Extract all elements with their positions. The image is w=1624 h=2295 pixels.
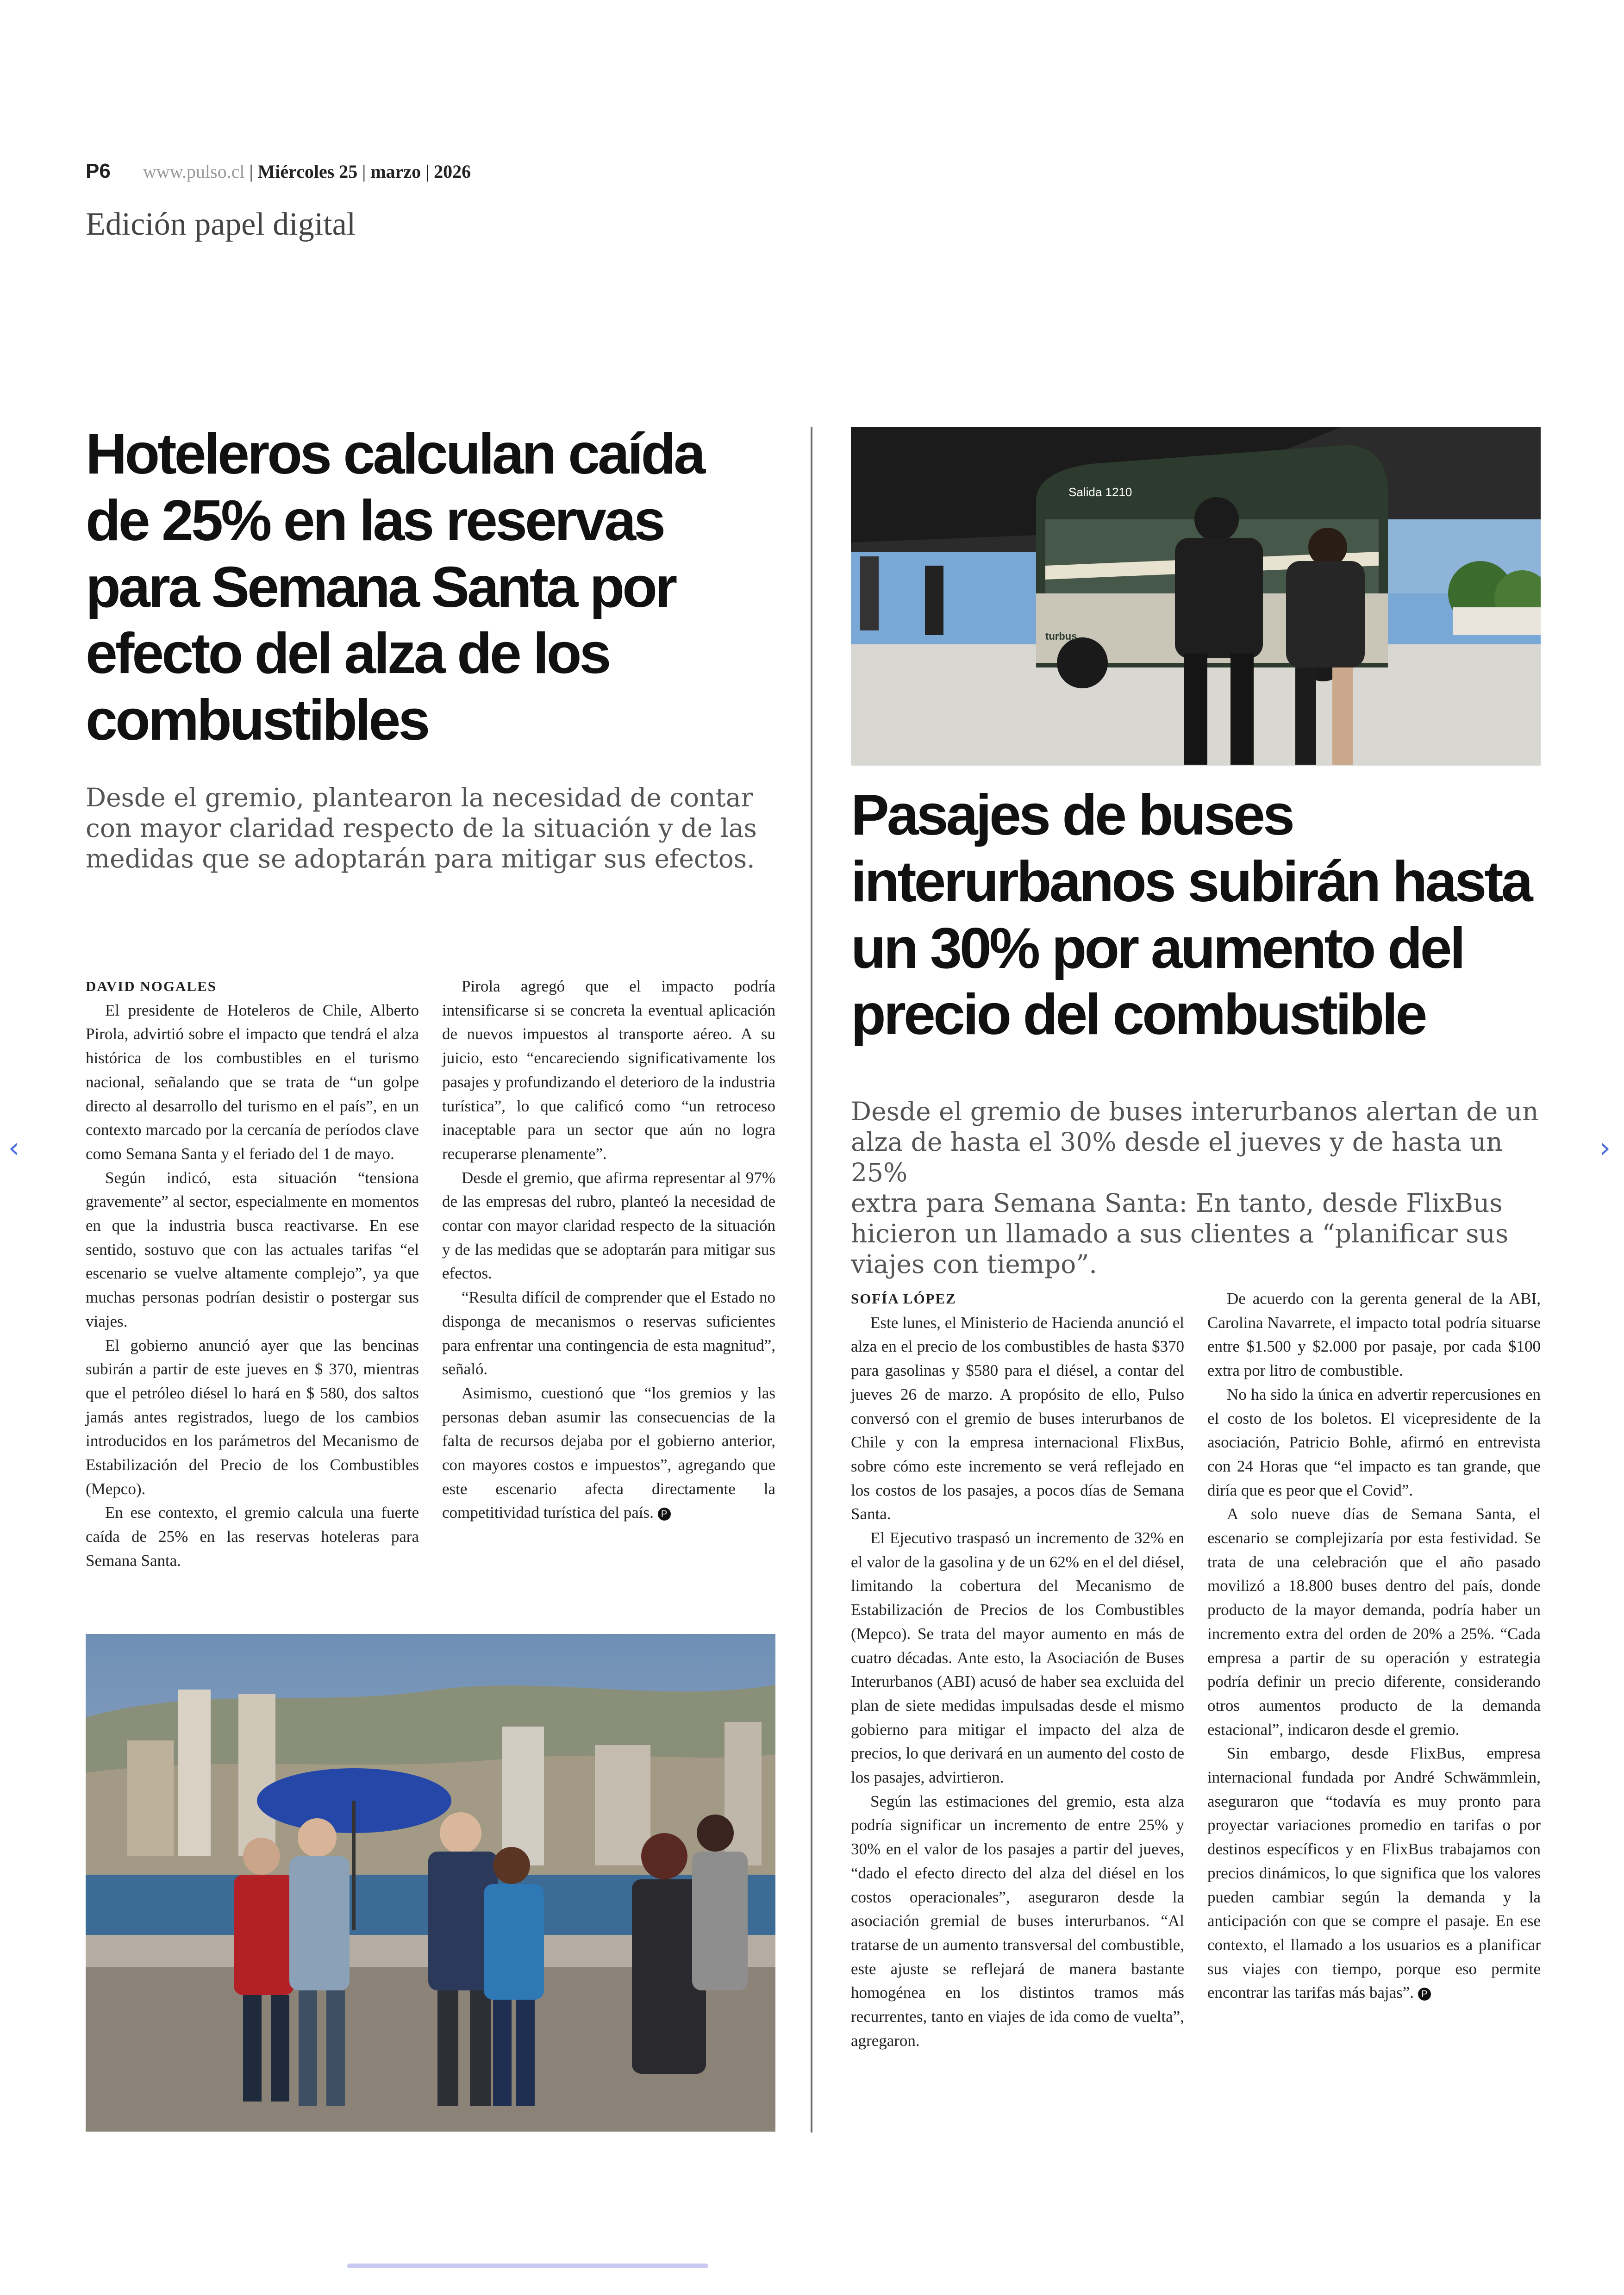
header-year: 2026 (434, 161, 471, 182)
article2-column-2 (1207, 1287, 1541, 2005)
article2-deck: Desde el gremio de buses interurbanos alertan de un alza de hasta el 30% desde el jueves y de hasta un 25% extra para Semana Santa: En tanto, desde FlixBus hicieron un llamado a sus clientes a “planificar sus viajes con tiempo”. (851, 1097, 1539, 1279)
paragraph: Asimismo, cuestionó que “los gremios y las personas deban asumir las consecuencias de la falta de recursos dejaba por el gobierno anterior, con mayores costos e impuestos”, agregando que este escenario afecta directamente la competitividad turística del país. P (442, 1384, 775, 1522)
paragraph: No ha sido la única en advertir repercusiones en el costo de los boletos. El vicepresidente de la asociación, Patricio Bohle, afirmó en entrevista con 24 Horas que “el impacto es tan grande, que diría que es peor que el Covid”. (1207, 1385, 1541, 1499)
article1-photo (86, 1634, 775, 2132)
paragraph: El Ejecutivo traspasó un incremento de 32% en el valor de la gasolina y de un 62% en el del diésel, limitando la cobertura del Mecanismo de Estabilización de Precios de los Combustibles (Mepco). Se trata del mayor aumento en más de cuatro décadas. Ante esto, la Asociación de Buses Interurbanos (ABI) acusó de haber sea excluida del plan de siete medidas impulsadas desde el mismo gobierno para mitigar el impacto del alza de precios, lo que derivará en un aumento del costo de los pasajes, advirtieron. (851, 1529, 1184, 1787)
page-number: P6 (86, 160, 111, 182)
paragraph: Según las estimaciones del gremio, esta alza podría significar un incremento de entre 25% y 30% en el valor de los pasajes a partir del jueves, “dado el efecto directo del alza del diésel en los costos operacionales”, aseguraron desde la asociación gremial de buses interurbanos. “Al tratarse de un aumento transversal del combustible, este ajuste se reflejará de manera bastante homogénea en los distintos tramos más recurrentes, tanto en viajes de ida como de vuelta”, agregaron. (851, 1792, 1184, 2050)
bus-photo-icon (851, 427, 1541, 766)
paragraph: Pirola agregó que el impacto podría intensificarse si se concreta la eventual aplicación de nuevos impuestos al transporte aéreo. A su juicio, esto “encareciendo significativamente los pasajes y profundizando el deterioro de la industria turística”, lo que calificó como “un retroceso inaceptable para un sector que aún no logra recuperarse plenamente”. (442, 977, 775, 1163)
header-month: marzo (370, 161, 421, 182)
article2-column-1 (851, 1287, 1184, 2053)
paragraph: Desde el gremio, que afirma representar al 97% de las empresas del rubro, planteó la necesidad de contar con mayor claridad respecto de la situación y de las medidas que se adoptarán para mitigar sus efectos. (442, 1168, 775, 1283)
paragraph: En ese contexto, el gremio calcula una fuerte caída de 25% en las reservas hoteleras para Semana Santa. (86, 1503, 419, 1570)
paragraph: “Resulta difícil de comprender que el Estado no disponga de mecanismos o reservas suficientes para enfrentar una contingencia de esta magnitud”, señaló. (442, 1288, 775, 1378)
edition-label: Edición papel digital (86, 206, 356, 242)
paragraph: De acuerdo con la gerenta general de la ABI, Carolina Navarrete, el impacto total podría situarse entre $1.500 y $2.000 por pasaje, por cada $100 extra por litro de combustible. (1207, 1290, 1541, 1380)
article1-byline: DAVID NOGALES (86, 978, 217, 994)
bus-brand: turbus (1045, 630, 1077, 642)
article1-headline: Hoteleros calculan caída de 25% en las reservas para Semana Santa por efecto del alza de los combustibles (86, 422, 704, 753)
column-divider (811, 427, 812, 2133)
paragraph: El gobierno anunció ayer que las bencinas subirán a partir de este jueves en $ 370, mientras que el petróleo diésel lo hará en $ 580, dos saltos jamás antes registrados, luego de los cambios introducidos en los parámetros del Mecanismo de Estabilización del Precio de los Combustibles (Mepco). (86, 1336, 419, 1498)
horizontal-scrollbar[interactable] (347, 2264, 708, 2268)
header-day: Miércoles 25 (257, 161, 358, 182)
bus-destination-sign: Salida 1210 (1068, 485, 1132, 499)
end-mark-icon: P (658, 1508, 671, 1521)
end-mark-icon: P (1418, 1988, 1431, 2001)
chevron-left-icon[interactable]: ‹ (8, 1132, 19, 1164)
header-separator: | (425, 161, 430, 182)
article1-column-1 (86, 974, 419, 1573)
paragraph: Sin embargo, desde FlixBus, empresa internacional fundada por André Schwämmlein, aseguraron que “todavía es muy pronto para proyectar variaciones promedio en tarifas o por destinos específicos y en FlixBus trabajamos con precios dinámicos, lo que significa que los valores pueden cambiar según la demanda y la anticipación con que se compre el pasaje. En ese contexto, el llamado a los usuarios es a planificar sus viajes con tiempo, porque eso permite encontrar las tarifas más bajas”. P (1207, 1744, 1541, 2002)
paragraph: Este lunes, el Ministerio de Hacienda anunció el alza en el precio de los combustibles de hasta $370 para gasolinas y $580 para el diésel, a contar del jueves 26 de marzo. A propósito de ello, Pulso conversó con el gremio de buses interurbanos de Chile y con la empresa internacional FlixBus, sobre cómo este incremento se verá reflejado en los costos de los pasajes, a pocos días de Semana Santa. (851, 1313, 1184, 1523)
site-url[interactable]: www.pulso.cl (143, 161, 245, 182)
article1-deck: Desde el gremio, plantearon la necesidad de contar con mayor claridad respecto de la situación y de las medidas que se adoptarán para mitigar sus efectos. (86, 783, 757, 873)
header-separator: | (249, 161, 253, 182)
article2-byline: SOFÍA LÓPEZ (851, 1291, 956, 1307)
paragraph: A solo nueve días de Semana Santa, el escenario se complejizaría por esta festividad. Se trata de una celebración que el año pasado movilizó a 18.800 buses dentro del país, donde producto de la mayor demanda, podría haber un incremento extra del orden de 20% a 25%. “Cada empresa a partir de su operación y estrategia podría definir un precio diferente, considerando otros aumentos producto de la demanda estacional”, indicaron desde el gremio. (1207, 1505, 1541, 1739)
waterfront-photo-icon (86, 1634, 775, 2132)
article2-photo (851, 427, 1541, 766)
paragraph: El presidente de Hoteleros de Chile, Alberto Pirola, advirtió sobre el impacto que tendrá el alza histórica de los combustibles en el turismo nacional, señalando que se trata de “un golpe directo al desarrollo del turismo en el país”, en un contexto marcado por la cercanía de períodos clave como Semana Santa y el feriado del 1 de mayo. (86, 1001, 419, 1163)
page-header (86, 160, 471, 183)
paragraph: Según indicó, esta situación “tensiona gravemente” al sector, especialmente en momentos en que la industria busca reactivarse. En ese sentido, sostuvo que con las actuales tarifas “el escenario se vuelve altamente complejo”, ya que muchas personas podrían desistir o postergar sus viajes. (86, 1168, 419, 1330)
article1-column-2 (442, 974, 775, 1525)
header-separator: | (362, 161, 366, 182)
chevron-right-icon[interactable]: › (1599, 1132, 1611, 1164)
article2-headline: Pasajes de buses interurbanos subirán hasta un 30% por aumento del precio del combustible (851, 783, 1531, 1047)
